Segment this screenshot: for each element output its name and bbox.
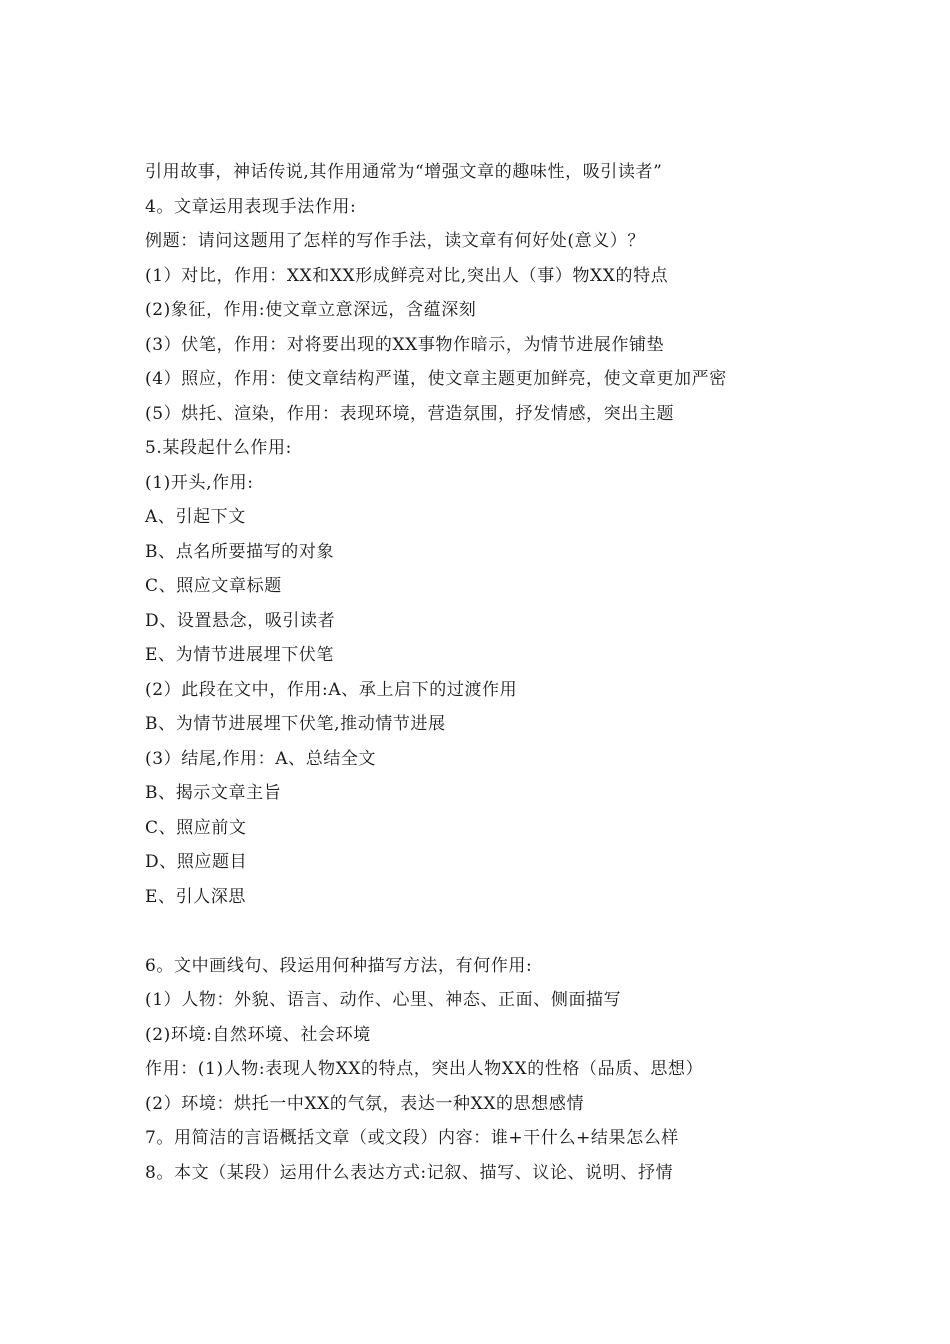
document-body [145, 155, 865, 1190]
list-item: E、为情节进展埋下伏笔 [145, 645, 335, 665]
blank-line [145, 914, 865, 949]
text-line: (1）人物：外貌、语言、动作、心里、神态、正面、侧面描写 [145, 990, 622, 1010]
section-heading-4: 4。文章运用表现手法作用: [145, 196, 357, 217]
text-line: (1）对比，作用：XX和XX形成鲜亮对比,突出人（事）物XX的特点 [145, 265, 669, 286]
section-heading-8: 8。本文（某段）运用什么表达方式:记叙、描写、议论、说明、抒情 [145, 1162, 674, 1183]
list-item: D、设置悬念，吸引读者 [145, 610, 336, 631]
text-line: (2）环境：烘托一中XX的气氛，表达一种XX的思想感情 [145, 1093, 585, 1114]
list-item: C、照应文章标题 [145, 576, 282, 596]
list-item: B、揭示文章主旨 [145, 783, 282, 803]
text-line: (3）伏笔，作用：对将要出现的XX事物作暗示，为情节进展作铺垫 [145, 334, 665, 355]
text-line: (3）结尾,作用：A、总结全文 [145, 748, 377, 769]
section-heading-6: 6。文中画线句、段运用何种描写方法，有何作用: [145, 955, 533, 976]
list-item: E、引人深思 [145, 886, 247, 907]
list-item: D、照应题目 [145, 852, 248, 872]
list-item: B、为情节进展埋下伏笔,推动情节进展 [145, 714, 446, 734]
section-heading-5: 5.某段起什么作用: [145, 438, 292, 458]
text-line: 例题：请问这题用了怎样的写作手法，读文章有何好处(意义）？ [145, 231, 646, 251]
text-line: (2)环境:自然环境、社会环境 [145, 1024, 371, 1045]
text-line: (2)象征，作用:使文章立意深远，含蕴深刻 [145, 300, 477, 320]
text-line: 引用故事，神话传说,其作用通常为“增强文章的趣味性，吸引读者” [145, 162, 663, 182]
text-line: (1)开头,作用: [145, 472, 254, 493]
text-line: (2）此段在文中，作用:A、承上启下的过渡作用 [145, 679, 518, 700]
text-line: (4）照应，作用：使文章结构严谨，使文章主题更加鲜亮，使文章更加严密 [145, 369, 727, 389]
section-heading-7: 7。用简洁的言语概括文章（或文段）内容：谁+干什么+结果怎么样 [145, 1128, 679, 1148]
text-line: 作用：(1)人物:表现人物XX的特点，突出人物XX的性格（品质、思想） [145, 1059, 704, 1079]
list-item: B、点名所要描写的对象 [145, 541, 335, 562]
list-item: C、照应前文 [145, 817, 247, 838]
text-line: (5）烘托、渲染，作用：表现环境，营造氛围，抒发情感，突出主题 [145, 403, 675, 424]
list-item: A、引起下文 [145, 507, 246, 527]
